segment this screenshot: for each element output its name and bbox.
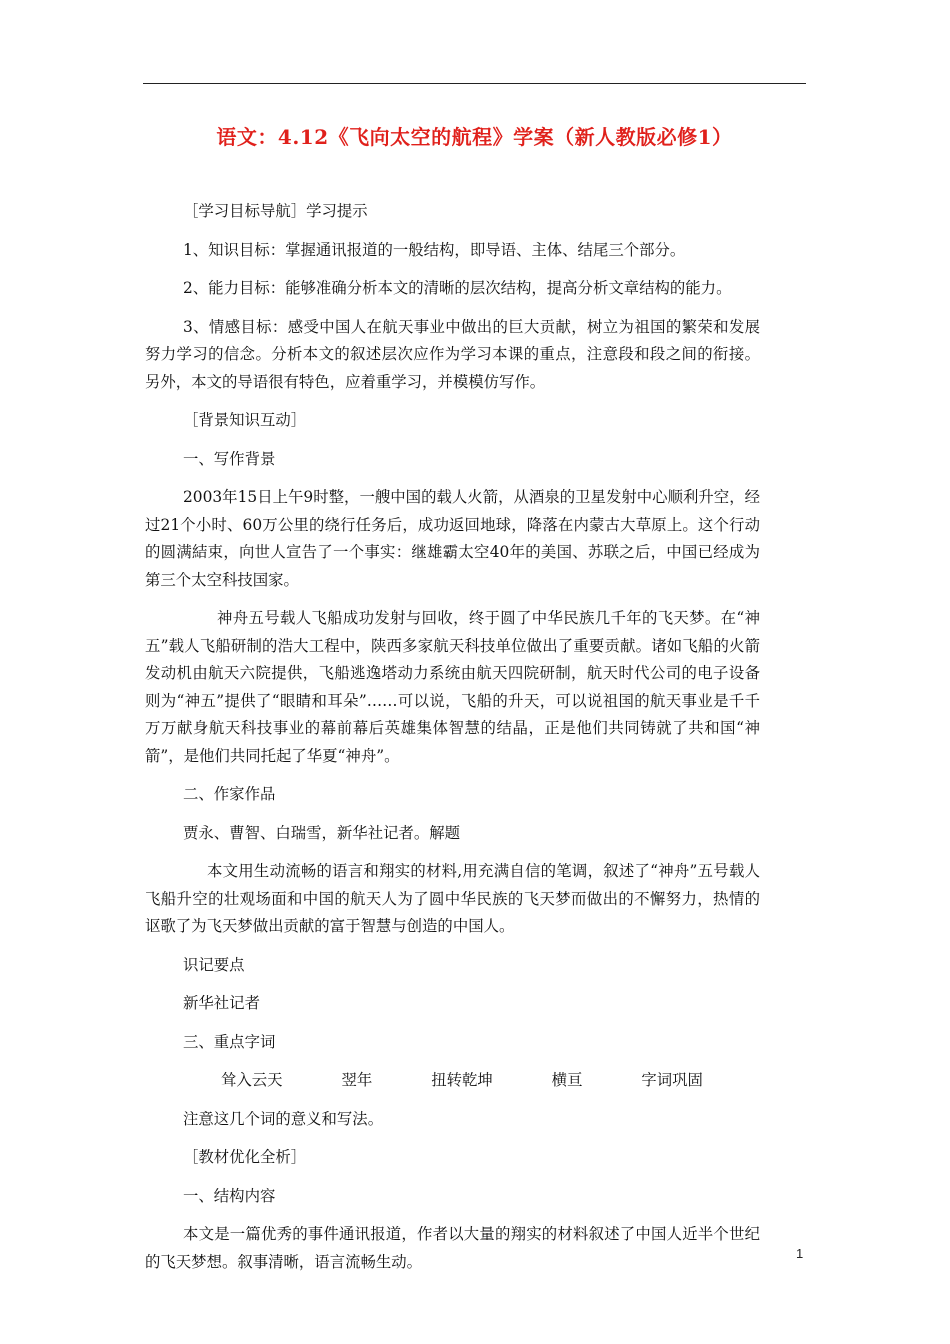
- paragraph: 贾永、曹智、白瑞雪，新华社记者。解题: [183, 823, 461, 842]
- paragraph: 本文用生动流畅的语言和翔实的材料,用充满自信的笔调，叙述了“神舟”五号载人飞船升空的壮观场面和中国的航天人为了圆中华民族的飞天梦而做出的不懈努力，热情的讴歌了为飞天梦做出贡献的富于智慧与创造的中国人。: [145, 862, 760, 935]
- section-heading: ［背景知识互动］: [183, 411, 307, 429]
- subsection-heading: 三、重点字词: [183, 1032, 276, 1051]
- paragraph: 神舟五号载人飞船成功发射与回收，终于圆了中华民族几千年的飞天梦。在“神五”载人飞船研制的浩大工程中，陕西多家航天科技单位做出了重要贡献。诸如飞船的火箭发动机由航天六院提供，飞船逃逸塔动力系统由航天四院研制，航天时代公司的电子设备则为“神五”提供了“眼睛和耳朵”……可以说，飞船的升天，可以说祖国的航天事业是千千万万献身航天科技事业的幕前幕后英雄集体智慧的结晶，正是他们共同铸就了共和国“神箭”，是他们共同托起了华夏“神舟”。: [145, 609, 760, 765]
- key-term: 字词巩固: [641, 1071, 703, 1089]
- document-title: 语文：4.12《飞向太空的航程》学案（新人教版必修1）: [216, 125, 733, 149]
- paragraph: 2003年15日上午9时整，一艘中国的载人火箭，从酒泉的卫星发射中心顺利升空，经过21个小时、60万公里的绕行任务后，成功返回地球，降落在内蒙古大草原上。这个行动的圆满結束，向世人宣告了一个事实：继雄霸太空40年的美国、苏联之后，中国已经成为第三个太空科技国家。: [145, 488, 760, 589]
- paragraph: 3、情感目标：感受中国人在航天事业中做出的巨大贡献，树立为祖国的繁荣和发展努力学习的信念。分析本文的叙述层次应作为学习本课的重点，注意段和段之间的衔接。另外，本文的导语很有特色，应着重学习，并模模仿写作。: [145, 317, 760, 391]
- subsection-heading: 识记要点: [183, 955, 245, 974]
- paragraph: 2、能力目标：能够准确分析本文的清晰的层次结构，提高分析文章结构的能力。: [183, 279, 732, 297]
- paragraph: 新华社记者: [183, 994, 260, 1012]
- page-number: 1: [796, 1246, 804, 1261]
- section-heading: ［教材优化全析］: [183, 1148, 307, 1166]
- paragraph: 注意这几个词的意义和写法。: [183, 1109, 384, 1128]
- subsection-heading: 二、作家作品: [183, 785, 276, 803]
- header-rule: [143, 83, 806, 84]
- subsection-heading: 一、结构内容: [183, 1186, 276, 1205]
- key-terms-line: [145, 1067, 760, 1095]
- section-heading: ［学习目标导航］学习提示: [183, 202, 368, 220]
- key-term: 扭转乾坤: [431, 1071, 493, 1089]
- paragraph: 本文是一篇优秀的事件通讯报道，作者以大量的翔实的材料叙述了中国人近半个世纪的飞天梦想。叙事清晰，语言流畅生动。: [145, 1225, 760, 1271]
- paragraph: 1、知识目标：掌握通讯报道的一般结构，即导语、主体、结尾三个部分。: [183, 240, 686, 259]
- key-term: 耸入云天: [221, 1071, 283, 1089]
- key-term: 翌年: [341, 1071, 373, 1089]
- key-term: 横亘: [551, 1071, 583, 1089]
- subsection-heading: 一、写作背景: [183, 449, 276, 468]
- document-body: [145, 198, 760, 1287]
